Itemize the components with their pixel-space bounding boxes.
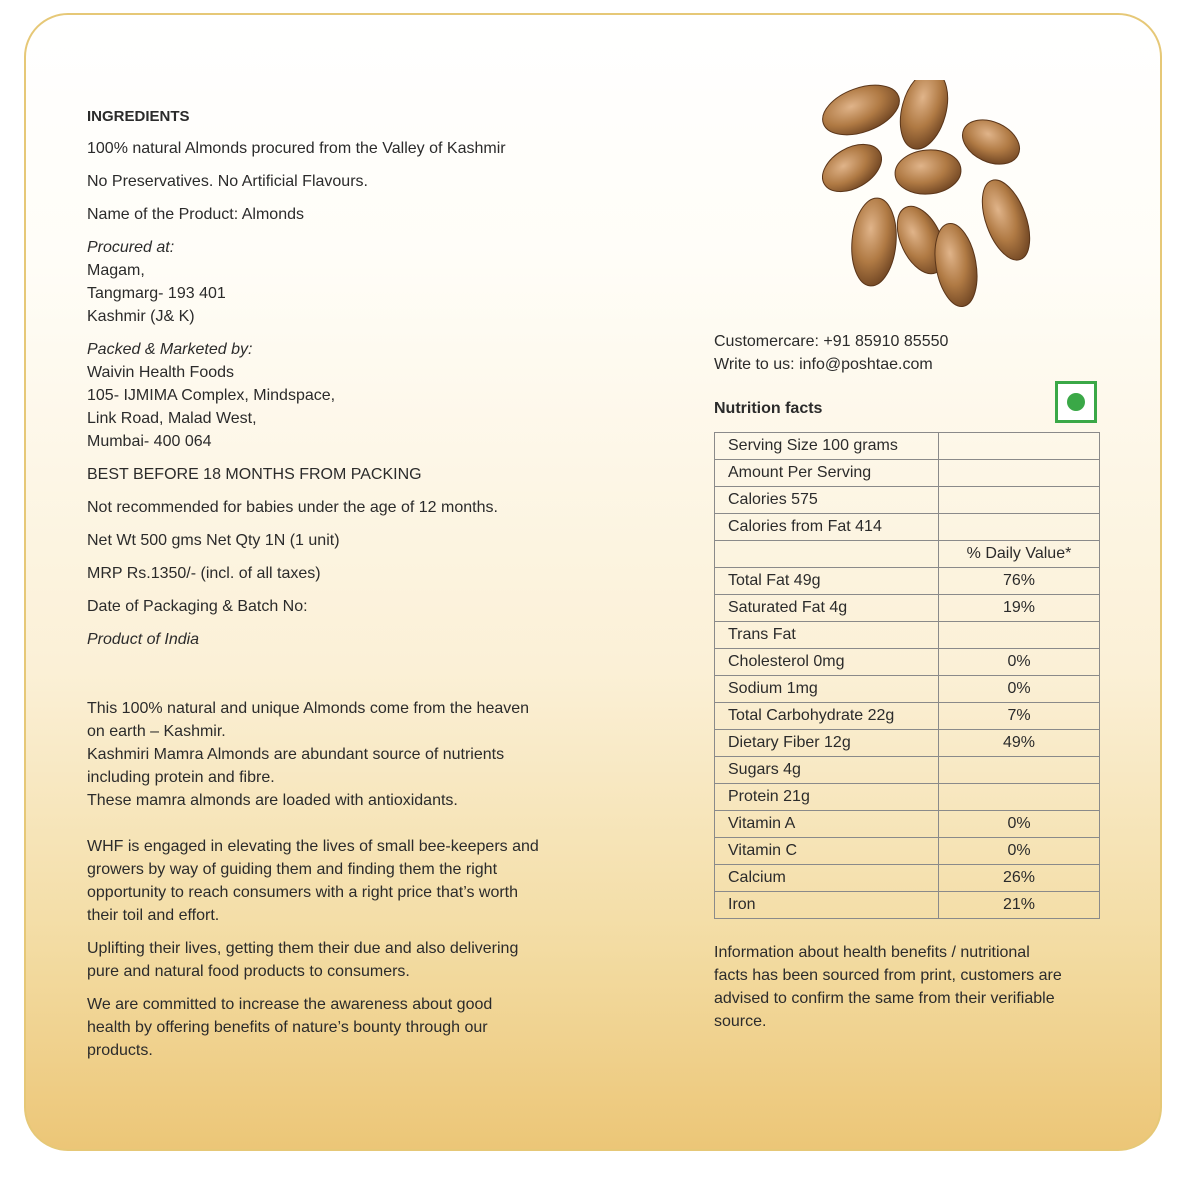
nutrition-value: 21% (939, 892, 1100, 919)
nutrition-row (715, 703, 1100, 730)
email-contact: Write to us: info@poshtae.com (714, 356, 933, 373)
commit-line: We are committed to increase the awareness about good (87, 996, 493, 1013)
nutrition-label: Calcium (715, 865, 939, 892)
contact-section (714, 330, 1104, 376)
packed-label: Packed & Marketed by: (87, 341, 253, 358)
nutrition-label: Total Fat 49g (715, 568, 939, 595)
nutrition-label: Trans Fat (715, 622, 939, 649)
desc-line: These mamra almonds are loaded with antioxidants. (87, 792, 458, 809)
nutrition-label: Iron (715, 892, 939, 919)
whf-line: WHF is engaged in elevating the lives of small bee-keepers and (87, 838, 539, 855)
desc-line: Kashmiri Mamra Almonds are abundant source of nutrients (87, 746, 505, 763)
nutrition-row (715, 865, 1100, 892)
disclaimer-line: Information about health benefits / nutritional (714, 944, 1030, 961)
whf-line: their toil and effort. (87, 907, 220, 924)
preservatives-line: No Preservatives. No Artificial Flavours. (87, 173, 368, 190)
disclaimer (714, 941, 1104, 1033)
nutrition-value (939, 514, 1100, 541)
nutrition-label: Vitamin A (715, 811, 939, 838)
packed-line: 105- IJMIMA Complex, Mindspace, (87, 387, 336, 404)
nutrition-value: 0% (939, 838, 1100, 865)
nutrition-label: Cholesterol 0mg (715, 649, 939, 676)
nutrition-value: 0% (939, 676, 1100, 703)
nutrition-label: Calories 575 (715, 487, 939, 514)
nutrition-label: Serving Size 100 grams (715, 433, 939, 460)
commit-line: products. (87, 1042, 153, 1059)
nutrition-label: Amount Per Serving (715, 460, 939, 487)
nutrition-row (715, 568, 1100, 595)
ingredients-heading: INGREDIENTS (87, 108, 190, 125)
nutrition-row (715, 757, 1100, 784)
nutrition-label: Saturated Fat 4g (715, 595, 939, 622)
almonds-image (806, 80, 1046, 315)
disclaimer-line: source. (714, 1013, 767, 1030)
nutrition-row (715, 460, 1100, 487)
nutrition-label: Vitamin C (715, 838, 939, 865)
nutrition-value (939, 433, 1100, 460)
procured-line: Tangmarg- 193 401 (87, 285, 226, 302)
nutrition-value (939, 784, 1100, 811)
best-before: BEST BEFORE 18 MONTHS FROM PACKING (87, 466, 422, 483)
packed-line: Waivin Health Foods (87, 364, 235, 381)
nutrition-label: Total Carbohydrate 22g (715, 703, 939, 730)
customer-care: Customercare: +91 85910 85550 (714, 333, 949, 350)
nutrition-label: Sodium 1mg (715, 676, 939, 703)
nutrition-row (715, 649, 1100, 676)
whf-line: growers by way of guiding them and finding them the right (87, 861, 498, 878)
nutrition-row (715, 838, 1100, 865)
ingredients-section (87, 105, 587, 1062)
mrp: MRP Rs.1350/- (incl. of all taxes) (87, 565, 321, 582)
nutrition-label: Sugars 4g (715, 757, 939, 784)
nutrition-label (715, 541, 939, 568)
nutrition-value (939, 757, 1100, 784)
uplift-line: Uplifting their lives, getting them their due and also delivering (87, 940, 519, 957)
nutrition-row (715, 892, 1100, 919)
packed-line: Mumbai- 400 064 (87, 433, 212, 450)
nutrition-value: 7% (939, 703, 1100, 730)
nutrition-row (715, 514, 1100, 541)
nutrition-row (715, 487, 1100, 514)
nutrition-value: 19% (939, 595, 1100, 622)
veg-mark-icon (1055, 381, 1097, 423)
nutrition-value (939, 460, 1100, 487)
procured-line: Magam, (87, 262, 145, 279)
uplift-line: pure and natural food products to consumers. (87, 963, 410, 980)
nutrition-value: 0% (939, 649, 1100, 676)
procured-line: Kashmir (J& K) (87, 308, 195, 325)
age-warning: Not recommended for babies under the age of 12 months. (87, 499, 498, 516)
nutrition-value: 49% (939, 730, 1100, 757)
nutrition-row (715, 595, 1100, 622)
nutrition-row (715, 730, 1100, 757)
nutrition-value: 76% (939, 568, 1100, 595)
product-name: Name of the Product: Almonds (87, 206, 304, 223)
desc-line: This 100% natural and unique Almonds come from the heaven (87, 700, 530, 717)
nutrition-label: Dietary Fiber 12g (715, 730, 939, 757)
procured-label: Procured at: (87, 239, 175, 256)
nutrition-title: Nutrition facts (714, 400, 823, 417)
nutrition-value (939, 622, 1100, 649)
whf-line: opportunity to reach consumers with a right price that’s worth (87, 884, 519, 901)
nutrition-row (715, 622, 1100, 649)
nutrition-table (714, 432, 1100, 919)
ingredients-line: 100% natural Almonds procured from the Valley of Kashmir (87, 140, 506, 157)
commit-line: health by offering benefits of nature’s bounty through our (87, 1019, 488, 1036)
nutrition-row (715, 433, 1100, 460)
nutrition-label: Calories from Fat 414 (715, 514, 939, 541)
net-weight: Net Wt 500 gms Net Qty 1N (1 unit) (87, 532, 340, 549)
desc-line: including protein and fibre. (87, 769, 275, 786)
nutrition-row (715, 541, 1100, 568)
nutrition-value: 26% (939, 865, 1100, 892)
desc-line: on earth – Kashmir. (87, 723, 226, 740)
disclaimer-line: advised to confirm the same from their verifiable (714, 990, 1055, 1007)
date-batch: Date of Packaging & Batch No: (87, 598, 308, 615)
nutrition-value: 0% (939, 811, 1100, 838)
nutrition-row (715, 784, 1100, 811)
nutrition-row (715, 676, 1100, 703)
nutrition-value (939, 487, 1100, 514)
packed-line: Link Road, Malad West, (87, 410, 257, 427)
origin: Product of India (87, 631, 200, 648)
nutrition-row (715, 811, 1100, 838)
nutrition-value: % Daily Value* (939, 541, 1100, 568)
disclaimer-line: facts has been sourced from print, customers are (714, 967, 1062, 984)
nutrition-label: Protein 21g (715, 784, 939, 811)
